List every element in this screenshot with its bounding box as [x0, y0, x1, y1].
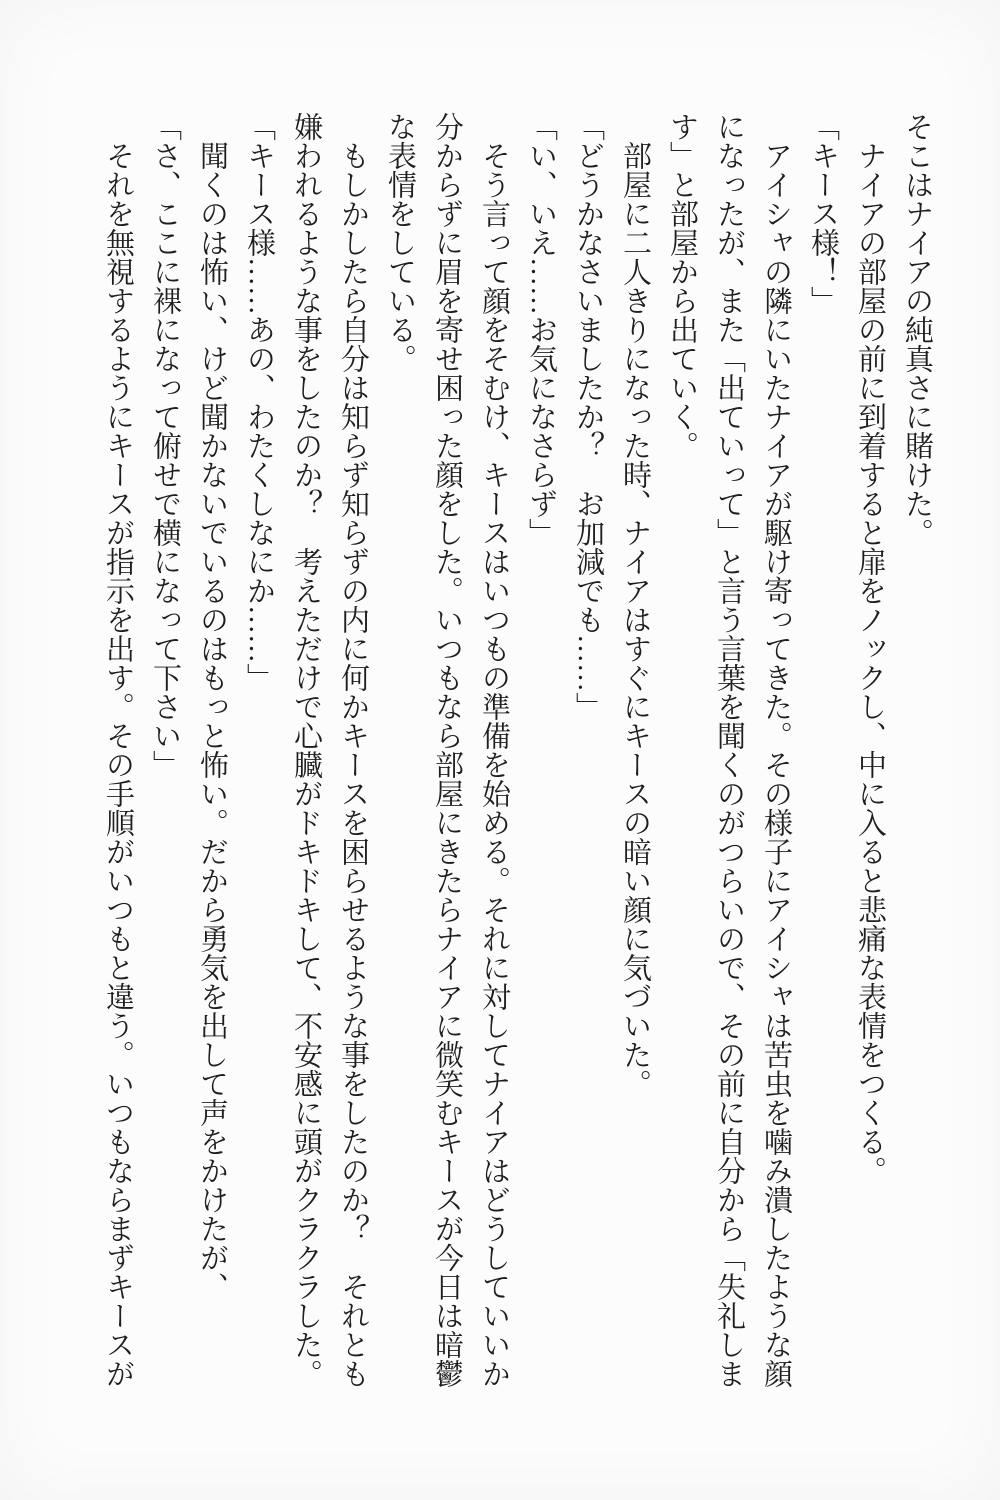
page-text — [94, 112, 940, 1388]
paragraph: 「い、いえ……お気になさらず」 — [525, 112, 557, 547]
paragraph: ナイアの部屋の前に到着すると扉をノックし、中に入ると悲痛な表情をつくる。 — [854, 141, 886, 1185]
paragraph: それを無視するようにキースが指示を出す。その手順がいつもと違う。いつもならまずキースが — [102, 141, 134, 1388]
paragraph: 「キース様！」 — [807, 112, 839, 315]
paragraph: もしかしたら自分は知らず知らずの内に何かキースを困らせるような事をしたのか？ それとも嫌われるような事をしたのか？ 考えただけで心臓がドキドキして、不安感に頭がクラクラした。 — [290, 112, 369, 1388]
paragraph: そこはナイアの純真さに賭けた。 — [901, 112, 933, 547]
paragraph: 「さ、ここに裸になって俯せで横になって下さい」 — [149, 112, 181, 779]
paragraph: 部屋に二人きりになった時、ナイアはすぐにキースの暗い顔に気づいた。 — [619, 141, 651, 1098]
paragraph: 聞くのは怖い、けど聞かないでいるのはもっと怖い。だから勇気を出して声をかけたが、 — [196, 141, 228, 1301]
paragraph: 「キース様……あの、わたくしなにか……」 — [243, 112, 275, 692]
paragraph: 「どうかなさいましたか？ お加減でも……」 — [572, 112, 604, 721]
paragraph: そう言って顔をそむけ、キースはいつもの準備を始める。それに対してナイアはどうしていいか分からずに眉を寄せ困った顔をした。いつもなら部屋にきたらナイアに微笑むキースが今日は暗鬱な表情をしている。 — [384, 112, 510, 1388]
paragraph: アイシャの隣にいたナイアが駆け寄ってきた。その様子にアイシャは苦虫を噛み潰したような顔になったが、また「出ていって」と言う言葉を聞くのがつらいので、その前に自分から「失礼します」と部屋から出ていく。 — [666, 112, 792, 1388]
